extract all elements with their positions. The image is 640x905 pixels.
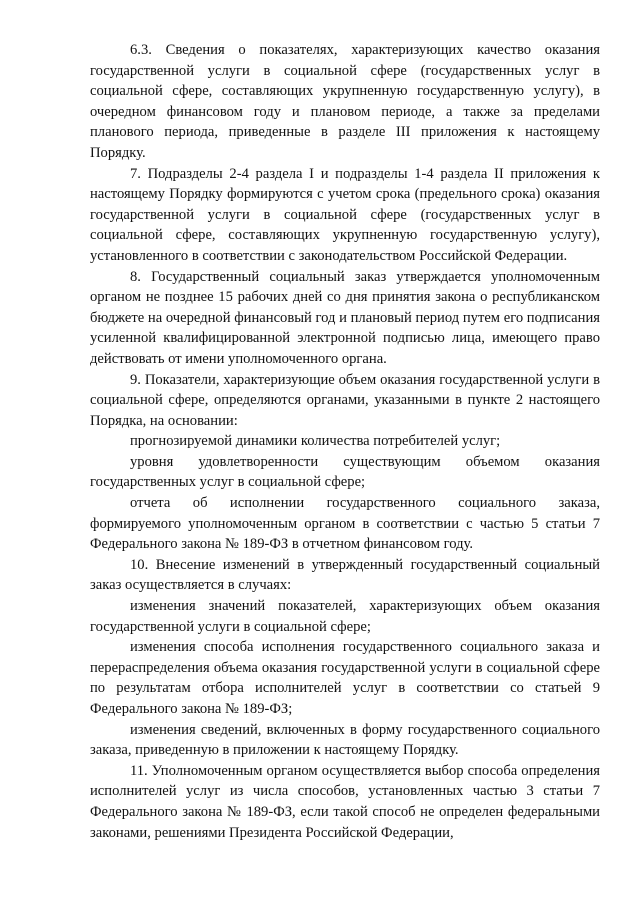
paragraph-10-item-2: изменения способа исполнения государственного социального заказа и перераспределения объема оказания государственной услуги в социальной сфере по результатам отбора исполнителей услуг в соответствии со статьей 9 Федерального закона № 189-ФЗ; [90,639,600,717]
paragraph-10-item-1: изменения значений показателей, характеризующих объем оказания государственной услуги в социальной сфере; [90,598,600,635]
paragraph-9-item-2: уровня удовлетворенности существующим объемом оказания государственных услуг в социальной сфере; [90,453,600,491]
document-page [90,40,600,843]
paragraph-8: 8. Государственный социальный заказ утверждается уполномоченным органом не позднее 15 рабочих дней со дня принятия закона о республиканском бюджете на очередной финансовый год и плановый период путем его подписания усиленной квалифицированной электронной подписью лица, имеющего право действовать от имени уполномоченного органа. [90,268,600,367]
paragraph-6-3: 6.3. Сведения о показателях, характеризующих качество оказания государственной услуги в социальной сфере (государственных услуг в социальной сфере, составляющих укрупненную государственную услугу), в очередном финансовом году и плановом периоде, а также за пределами планового периода, приведенные в разделе III приложения к настоящему Порядку. [90,42,600,161]
paragraph-10: 10. Внесение изменений в утвержденный государственный социальный заказ осуществляется в случаях: [90,556,600,594]
paragraph-9: 9. Показатели, характеризующие объем оказания государственной услуги в социальной сфере, определяются органами, указанными в пункте 2 настоящего Порядка, на основании: [90,371,600,429]
paragraph-9-item-1: прогнозируемой динамики количества потребителей услуг; [130,433,501,450]
paragraph-7: 7. Подразделы 2-4 раздела I и подразделы 1-4 раздела II приложения к настоящему Порядку формируются с учетом срока (предельного срока) оказания государственной услуги в социальной сфере (государственных услуг в социальной сфере, составляющих укрупненную государственную услугу), установленного в соответствии с законодательством Российской Федерации. [90,165,600,264]
paragraph-10-item-3: изменения сведений, включенных в форму государственного социального заказа, приведенную в приложении к настоящему Порядку. [90,721,600,759]
paragraph-9-item-3: отчета об исполнении государственного социального заказа, формируемого уполномоченным органом в соответствии с частью 5 статьи 7 Федерального закона № 189-ФЗ в отчетном финансовом году. [90,495,600,553]
paragraph-11: 11. Уполномоченным органом осуществляется выбор способа определения исполнителей услуг из числа способов, установленных частью 3 статьи 7 Федерального закона № 189-ФЗ, если такой способ не определен федеральными законами, решениями Президента Российской Федерации, [90,762,600,841]
